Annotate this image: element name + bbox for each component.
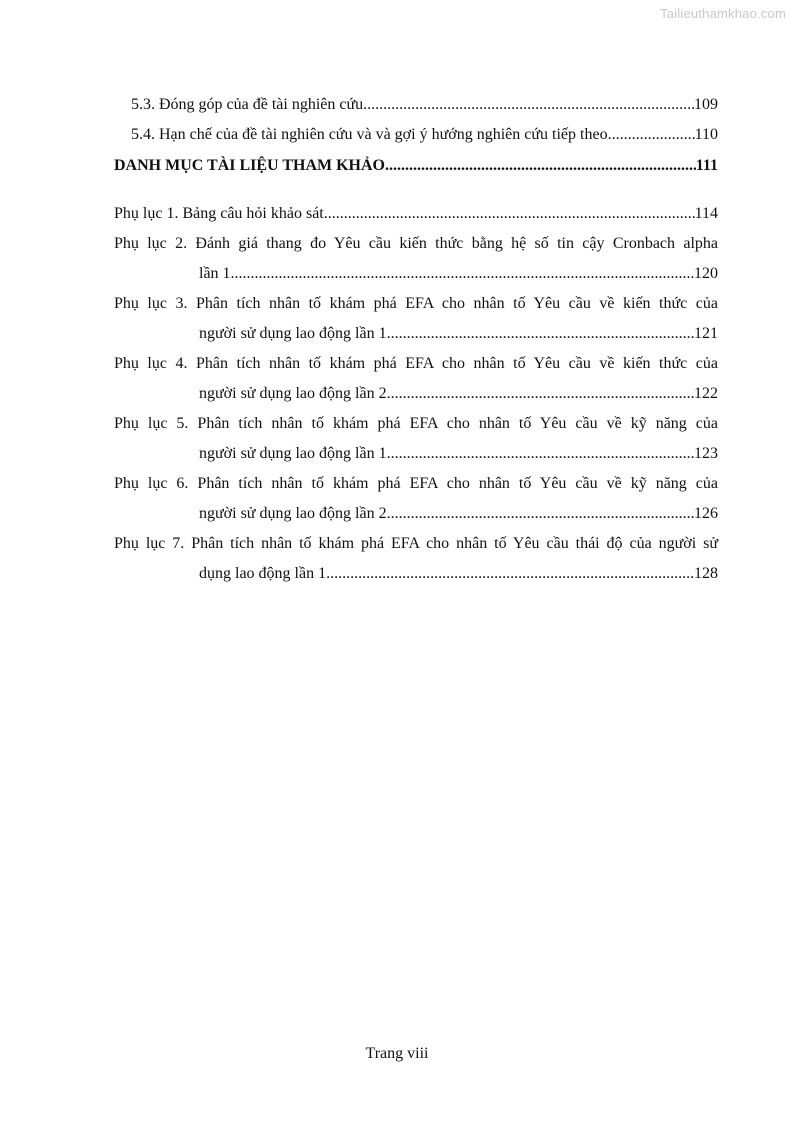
toc-entry-label: 5.3. Đóng góp của đề tài nghiên cứu [131,96,364,113]
toc-page-number: 111 [695,157,718,174]
toc-entry-label-continued: người sử dụng lao động lần 1 [199,325,387,342]
toc-page-number: 121 [694,325,718,342]
toc-entry-label: Phụ lục 3. Phân tích nhân tố khám phá EFA cho nhân tố Yêu cầu về kiến thức của [114,295,718,312]
toc-entry-appendix-5-line2[interactable] [199,444,718,464]
toc-page-number: 110 [694,126,718,143]
toc-entry-label: Phụ lục 4. Phân tích nhân tố khám phá EFA cho nhân tố Yêu cầu về kiến thức của [114,355,718,372]
toc-entry-appendix-1[interactable] [114,204,718,224]
page-footer: Trang viii [365,1045,429,1062]
toc-entry-appendix-2-line1[interactable] [114,234,718,254]
toc-entry-label: Phụ lục 1. Bảng câu hỏi khảo sát [114,205,324,222]
toc-entry-appendix-6-line1[interactable] [114,474,718,494]
toc-entry-appendix-7-line1[interactable] [114,534,718,554]
toc-entry-appendix-2-line2[interactable] [199,264,718,284]
toc-dot-leader [387,324,694,344]
toc-page-number: 126 [694,505,718,522]
toc-dot-leader [385,156,696,176]
toc-entry-appendix-6-line2[interactable] [199,504,718,524]
toc-dot-leader [387,504,694,524]
toc-entry-label: Phụ lục 6. Phân tích nhân tố khám phá EFA cho nhân tố Yêu cầu về kỹ năng của [114,475,718,492]
toc-entry-5-3[interactable] [131,95,718,115]
toc-dot-leader [387,384,694,404]
toc-page-number: 114 [694,205,718,222]
toc-entry-appendix-3-line2[interactable] [199,324,718,344]
toc-entry-appendix-7-line2[interactable] [199,564,718,584]
toc-entry-label: Phụ lục 5. Phân tích nhân tố khám phá EFA cho nhân tố Yêu cầu về kỹ năng của [114,415,718,432]
toc-entry-appendix-4-line2[interactable] [199,384,718,404]
toc-entry-5-4[interactable] [131,125,718,145]
toc-dot-leader [326,564,694,584]
toc-dot-leader [387,444,694,464]
toc-entry-references[interactable] [114,156,718,176]
toc-entry-appendix-5-line1[interactable] [114,414,718,434]
toc-dot-leader [363,95,694,115]
toc-entry-label-continued: người sử dụng lao động lần 2 [199,505,387,522]
toc-entry-appendix-4-line1[interactable] [114,354,718,374]
toc-entry-label-continued: người sử dụng lao động lần 1 [199,445,387,462]
toc-entry-appendix-3-line1[interactable] [114,294,718,314]
toc-page-number: 109 [694,96,718,113]
toc-page-number: 120 [694,265,718,282]
toc-dot-leader [324,204,695,224]
toc-entry-label-continued: người sử dụng lao động lần 2 [199,385,387,402]
watermark: Tailieuthamkhao.com [660,6,786,21]
toc-dot-leader [231,264,694,284]
toc-entry-label-continued: lần 1 [199,265,231,282]
toc-page-number: 128 [694,565,718,582]
toc-entry-label: 5.4. Hạn chế của đề tài nghiên cứu và và gợi ý hướng nghiên cứu tiếp theo [131,126,608,143]
toc-entry-label-continued: dụng lao động lần 1 [199,565,327,582]
toc-page-number: 123 [694,445,718,462]
toc-entry-label: Phụ lục 7. Phân tích nhân tố khám phá EFA cho nhân tố Yêu cầu thái độ của người sử [114,535,718,552]
toc-entry-label: Phụ lục 2. Đánh giá thang đo Yêu cầu kiến thức bằng hệ số tin cậy Cronbach alpha [114,235,718,252]
toc-entry-label: DANH MỤC TÀI LIỆU THAM KHẢO [114,157,385,174]
toc-dot-leader [608,125,695,145]
toc-page-number: 122 [694,385,718,402]
